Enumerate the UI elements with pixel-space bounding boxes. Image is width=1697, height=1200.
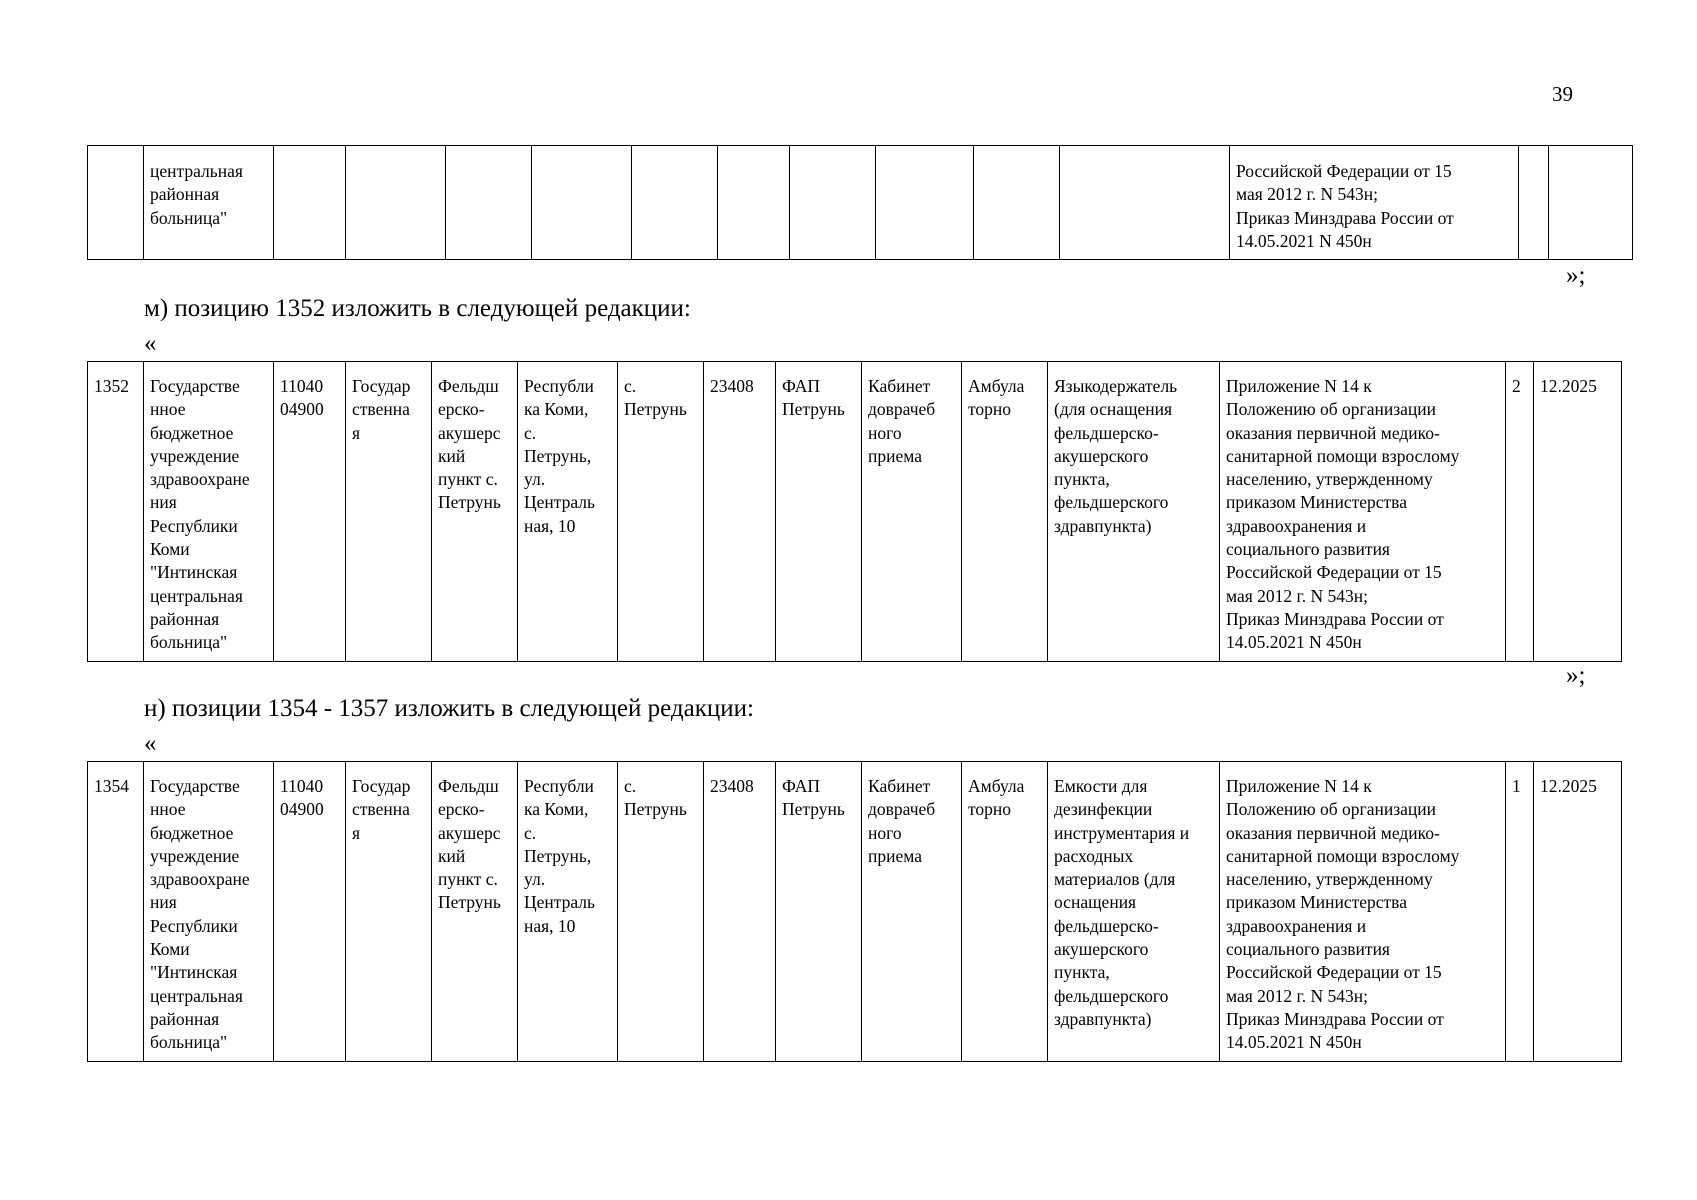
position-table-1354	[87, 761, 1622, 1062]
cell-equipment	[1060, 146, 1230, 260]
table-row	[88, 762, 1622, 1062]
cell-address	[532, 146, 632, 260]
closing-quote: »;	[1566, 262, 1586, 289]
closing-quote: »;	[1566, 662, 1586, 689]
cell-room	[876, 146, 974, 260]
cell-unit: ФАП Петрунь	[776, 362, 862, 662]
cell-ownership: Государ ственна я	[346, 762, 432, 1062]
cell-organization: Государстве нное бюджетное учреждение здравоохране ния Республики Коми "Интинская центральная районная больница"	[144, 762, 274, 1062]
position-table-1352	[87, 361, 1622, 662]
instruction-n: н) позиции 1354 - 1357 изложить в следующей редакции:	[144, 695, 754, 722]
page-number: 39	[1552, 82, 1573, 106]
cell-position	[88, 146, 144, 260]
cell-unit: ФАП Петрунь	[776, 762, 862, 1062]
cell-organization: Государстве нное бюджетное учреждение здравоохране ния Республики Коми "Интинская центральная районная больница"	[144, 362, 274, 662]
cell-date: 12.2025	[1534, 362, 1622, 662]
cell-okato	[718, 146, 790, 260]
cell-legal-basis: Российской Федерации от 15 мая 2012 г. N 543н; Приказ Минздрава России от 14.05.2021 N 450н	[1230, 146, 1519, 260]
cell-legal-basis: Приложение N 14 к Положению об организации оказания первичной медико- санитарной помощи взрослому населению, утвержденному приказом Министерства здравоохранения и социального развития Российской Федерации от 15 мая 2012 г. N 543н; Приказ Минздрава России от 14.05.2021 N 450н	[1220, 762, 1506, 1062]
cell-legal-basis: Приложение N 14 к Положению об организации оказания первичной медико- санитарной помощи взрослому населению, утвержденному приказом Министерства здравоохранения и социального развития Российской Федерации от 15 мая 2012 г. N 543н; Приказ Минздрава России от 14.05.2021 N 450н	[1220, 362, 1506, 662]
cell-organization: центральная районная больница"	[144, 146, 274, 260]
cell-facility: Фельдш ерско- акушерс кий пункт с. Петрунь	[432, 762, 518, 1062]
cell-care-type	[974, 146, 1060, 260]
cell-position: 1352	[88, 362, 144, 662]
cell-date: 12.2025	[1534, 762, 1622, 1062]
cell-care-type: Амбула торно	[962, 362, 1048, 662]
cell-settlement: с. Петрунь	[618, 362, 704, 662]
cell-equipment: Языкодержатель (для оснащения фельдшерско- акушерского пункта, фельдшерского здравпункта)	[1048, 362, 1220, 662]
cell-settlement: с. Петрунь	[618, 762, 704, 1062]
cell-settlement	[632, 146, 718, 260]
cell-quantity: 1	[1506, 762, 1534, 1062]
cell-ownership	[346, 146, 446, 260]
carryover-table	[87, 145, 1633, 260]
cell-okato: 23408	[704, 362, 776, 662]
cell-quantity: 2	[1506, 362, 1534, 662]
cell-ownership: Государ ственна я	[346, 362, 432, 662]
cell-address: Республи ка Коми, с. Петрунь, ул. Централь ная, 10	[518, 762, 618, 1062]
cell-facility	[446, 146, 532, 260]
cell-unit	[790, 146, 876, 260]
cell-okato: 23408	[704, 762, 776, 1062]
opening-quote: «	[144, 330, 157, 357]
cell-room: Кабинет доврачеб ного приема	[862, 362, 962, 662]
cell-room: Кабинет доврачеб ного приема	[862, 762, 962, 1062]
cell-position: 1354	[88, 762, 144, 1062]
cell-equipment: Емкости для дезинфекции инструментария и расходных материалов (для оснащения фельдшерско- акушерского пункта, фельдшерского здравпункта)	[1048, 762, 1220, 1062]
cell-facility: Фельдш ерско- акушерс кий пункт с. Петрунь	[432, 362, 518, 662]
cell-code	[274, 146, 346, 260]
cell-care-type: Амбула торно	[962, 762, 1048, 1062]
table-row	[88, 362, 1622, 662]
cell-code: 11040 04900	[274, 362, 346, 662]
cell-quantity	[1519, 146, 1549, 260]
table-row	[88, 146, 1633, 260]
cell-address: Республи ка Коми, с. Петрунь, ул. Централь ная, 10	[518, 362, 618, 662]
cell-date	[1549, 146, 1633, 260]
cell-code: 11040 04900	[274, 762, 346, 1062]
instruction-m: м) позицию 1352 изложить в следующей редакции:	[144, 295, 691, 322]
opening-quote: «	[144, 730, 157, 757]
